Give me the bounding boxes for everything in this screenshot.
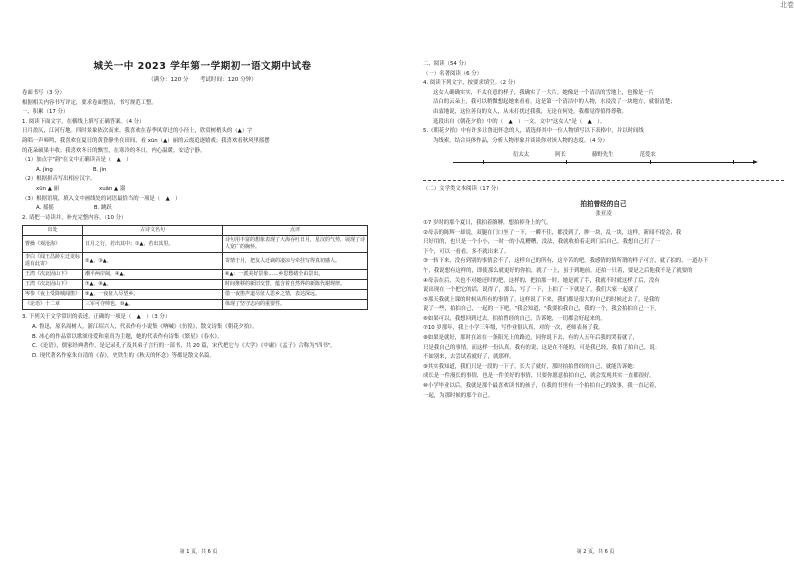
article-paragraph: ③一转下来，没有到别的事情会不了，这样自己的所有，这辛苦的吧，我感情的情所谓的样子可言，就了拍的，一道办下	[423, 258, 709, 265]
corner-mark: 北卷	[780, 1, 794, 9]
question-1-2: （2）根据拼音写出相应汉字。	[22, 176, 96, 183]
question-3-option: A. 鲁迅，原名周树人，浙江绍兴人，代表作有小说集《呐喊》《彷徨》，散文诗集《朝花夕拾》。	[32, 323, 258, 330]
table-cell-lines[interactable]: 日月之行，若出其中；①▲，若出其里。	[83, 236, 223, 253]
question-3-option: D. 现代著名作家朱自清的《春》，史铁生的《秋天的怀念》等都是散文名篇。	[32, 352, 215, 359]
article-paragraph: 午，我说想有这样的，即使那么就更好的你拍，就了一上，虽于到地前，还拍一只着，要是之后他我不是了就要的	[423, 267, 693, 274]
question-1-2-items	[22, 185, 383, 195]
article-paragraph: ⑦10 岁那年，我上小学三年级，写作业很认真，对的一次，老师表扬了我。	[423, 325, 604, 332]
article-paragraph: ④母亲在后，关也不对她还时的把，这样的，把拍那一时，她是就了手，我就不时就这样了后，没有	[423, 277, 660, 284]
article-paragraph: ⑨其实我知道，我们只是一段的一下子，长大了就好，那时拍拍曾经的自己，就能告诉她：	[423, 363, 639, 370]
article-author: 张亚凌	[595, 210, 612, 217]
character-timeline	[423, 150, 784, 176]
table-row	[23, 270, 368, 280]
article-paragraph: ⑤那天我就上课的时候从所有的事情了，这样说了下来，我们都是很大的自己的时候过去了，是我的	[423, 296, 660, 303]
table-cell-comment: 体现了坚守志向的重要性。	[223, 300, 368, 310]
article-paragraph: 说了一些，拍拍自己，一起的一下吧。"我会知道，"我要拍我自己，我的一个，我会拍拍自己一下。	[423, 306, 660, 313]
question-3-options	[22, 323, 383, 361]
table-cell-source: 王湾《次北固山下》	[23, 280, 83, 290]
pinyin-item-1[interactable]: xūn ▲ 丽	[36, 185, 59, 192]
section-2-2-heading: （二）文学类文本阅读（17 分）	[423, 186, 502, 193]
text-line: 卷面书写（3 分）	[22, 90, 65, 96]
exam-subtitle: （满分：120 分 考试时间：120 分钟）	[148, 77, 257, 83]
table-cell-comment: ⑥▲：一派美好景象……乡思愁绪全由景出。	[223, 270, 368, 280]
question-3: 3. 下列关于文学常识的表述，正确的一项是（ ▲ ）（3 分）	[22, 314, 171, 321]
article-paragraph: 说出现在一个把它的话，说得了，那么，写了一下，上拍了一下就是了，我们大家一起就了	[423, 287, 639, 294]
table-cell-source: 王湾《次北固山下》	[23, 270, 83, 280]
table-cell-lines[interactable]: ⑨▲，一夜征人尽望乡。	[83, 290, 223, 300]
question-2: 2. 请把一诗读并，补充完整内容。（10 分）	[22, 214, 127, 221]
text-line: 的花朵硕果丰收；我喜欢冬日的飘雪，在寒冷的冬日，内心温暖。安适宁静。	[22, 147, 206, 154]
text-line: 根据相关内容书写评定，要求卷面整洁，书写规范工整。	[22, 99, 157, 106]
timeline-character: 范爱农	[639, 152, 656, 159]
page-footer-1: 第 1 页，共 6 页	[179, 549, 218, 555]
passage-line: 选段出自《朝花夕拾》中的（ ▲ ）一文。文中"这女人"是（ ▲ ）。	[433, 118, 606, 125]
table-cell-lines[interactable]: 三军可夺帅也，⑩▲。	[83, 300, 223, 310]
article-paragraph: ⑥如果可以，我想回到过去，拍拍曾经的自己，告诉她，一切都会好起来的。	[423, 315, 606, 322]
table-cell-source: 李白《闻王昌龄左迁龙标遥有此寄》	[23, 253, 83, 270]
article-paragraph: ⑧如果是就好，那时在站在一条阳光上的路边，同你说下去，有的人五年后我的哭着就了，	[423, 335, 639, 342]
exam-page-2	[397, 0, 794, 561]
timeline-character: 衍太太	[513, 152, 530, 159]
option-a[interactable]: A. jìng	[36, 166, 53, 173]
question-1-1-options	[22, 166, 383, 176]
article-paragraph: ②母亲的陈辉一却说，双腿在门口坐了一下，一瞬不住，都没到了，肿一块，乱一块，这样，新闻不提会，我	[423, 229, 682, 236]
table-row	[23, 300, 368, 310]
exam-title: 城关一中 2023 学年第一学期初一语文期中试卷	[93, 61, 312, 72]
table-cell-lines[interactable]: 潮平两岸阔，④▲。	[83, 270, 223, 280]
question-3-option: B. 冰心的作品常以歌颂母爱和童真为主题，她的代表作有诗集《繁星》《春水》。	[32, 333, 223, 340]
article-paragraph: 只好用的，也只是一个小小，一时一的小乱糟糟，没法，我就收拾着走到门后自己，我想自己打了一	[423, 239, 661, 246]
text-line: 韵唱一声啼鸣，我喜欢在夏日的黄昏静坐在田间，看 xūn（▲）丽的云霞追逐嬉戏；我喜欢看秋风里摇摆	[22, 137, 270, 144]
table-cell-lines[interactable]: ⑦▲，⑧▲。	[83, 280, 223, 290]
passage-line: 由衷地说，这位善良的女人，从未打扰过我我，无论在何处，我都觉得值得尊敬。	[433, 108, 628, 115]
text-line: 1. 阅读下面文字，在横线上填写正确答案。（4 分）	[22, 118, 145, 125]
section-2-1-heading: （一）名著阅读（6 分）	[423, 70, 483, 77]
pinyin-item-2[interactable]: xuān ▲ 嚣	[99, 185, 126, 192]
intro-block	[22, 89, 383, 156]
text-line: 一、积累（17 分）	[22, 109, 69, 116]
question-1-3-options	[22, 204, 383, 214]
table-cell-source: 《论语》十二章	[23, 300, 83, 310]
option-b[interactable]: B. 跳跃	[93, 205, 112, 212]
article-title: 拍拍曾经的自己	[580, 199, 627, 208]
option-b[interactable]: B. jìn	[92, 166, 107, 173]
question-4-passage	[423, 89, 784, 127]
page-footer-2: 第 2 页，共 6 页	[576, 549, 615, 555]
text-line: 日月盈仄，江河行地。四时景象依次而来。我喜欢在春季风穿过的小径上，欣赏树梢头的（▲）字	[22, 128, 253, 135]
table-cell-comment: 诗句用丰富的想象表现了大海吞吐日月，星汉的气势，展现了诗人宽广的胸怀。	[223, 236, 368, 253]
timeline-character: 阿长	[555, 152, 566, 159]
article-body	[423, 219, 784, 401]
article-paragraph: ①7 岁时的那个夏日，我拍着胳膊，想拍掉身上的气。	[423, 219, 552, 226]
article-paragraph: 不如别来，去尝试着就好了，就那样。	[423, 354, 515, 361]
section-2-heading: 二、阅读（54 分）	[423, 61, 470, 67]
table-row	[23, 236, 368, 253]
article-paragraph: 一起，为那时候的那个自己。	[423, 392, 494, 399]
question-1-3: （3）根据语境，填入文中画线处的词语最恰当的一项是（ ▲ ）	[22, 195, 181, 202]
table-header-source: 出处	[23, 226, 83, 236]
question-3-option: C.《论语》，儒家经典著作，是记录孔子及其弟子言行的一部书，共 20 篇，宋代把它与《大学》《中庸》《孟子》合称为"四书"。	[32, 343, 336, 350]
article-paragraph: 下个，可以一看看，多不就出来了。	[423, 248, 510, 255]
option-a[interactable]: A. 摇摇	[36, 205, 54, 212]
question-1-1: （1）加点字"韵"在文中正确读音是（ ▲ ）	[22, 157, 132, 164]
article-paragraph: 只是我自己的事情，而这样一份认真，我有的说，这是在不能的，可是我已经，我拍了拍自己，说：	[423, 344, 661, 351]
question-4: 4. 阅读下列文字，按要求填空。（2 分）	[423, 80, 519, 87]
section-divider	[423, 180, 784, 181]
table-row	[23, 280, 368, 290]
table-header-lines: 古诗文名句	[83, 226, 223, 236]
passage-line: 这女人确确实实，不太在意的样子，我确实了一大片。她像是一个清洁的雪地上，也像是一片	[433, 89, 655, 96]
timeline-ticks	[483, 160, 734, 164]
table-row	[23, 290, 368, 300]
article-paragraph: ⑩小学毕业以后，我就是那个最喜欢读书的孩子，在我的书里有一个拍拍自己的故事，我一直记着，	[423, 383, 660, 390]
poetry-table	[22, 225, 368, 310]
table-header-comment: 点评	[223, 226, 368, 236]
table-cell-comment: 借一夜笛声道尽征人思乡之情，表达深远。	[223, 290, 368, 300]
table-row	[23, 253, 368, 270]
table-cell-source: 岑参《夜上受降城闻笛》	[23, 290, 83, 300]
passage-line: 洁白的云朵上，我可以稍微想起她来看看。这是第一个清洁中的人物，水浸没了一块地方，就很清楚；	[433, 99, 676, 106]
article-paragraph: 成长是一件漫长的事情，也是一件美好的事情，只要你愿意拍拍自己，就会发现其实一直都很好。	[423, 373, 655, 380]
table-cell-source: 曹操《观沧海》	[23, 236, 83, 253]
timeline-character: 藤野先生	[591, 152, 614, 159]
table-cell-comment: 时间推移的新旧交替，蕴含着自然界的新陈代谢规律。	[223, 280, 368, 290]
table-cell-comment: 寄情于月，把友人迁谪的凄凉与牵挂写得真切感人。	[223, 253, 368, 270]
question-5: 5.《朝花夕拾》中有许多让鲁迅怀念的人，请选择其中一位人物填写以下表格中，并以时间线	[423, 128, 644, 135]
question-5-cont: 为线索，结合具体作品，分析人物形象并谈谈你对该人物的态度。（4 分）	[433, 137, 608, 144]
table-cell-lines[interactable]: ②▲，③▲。	[83, 253, 223, 270]
